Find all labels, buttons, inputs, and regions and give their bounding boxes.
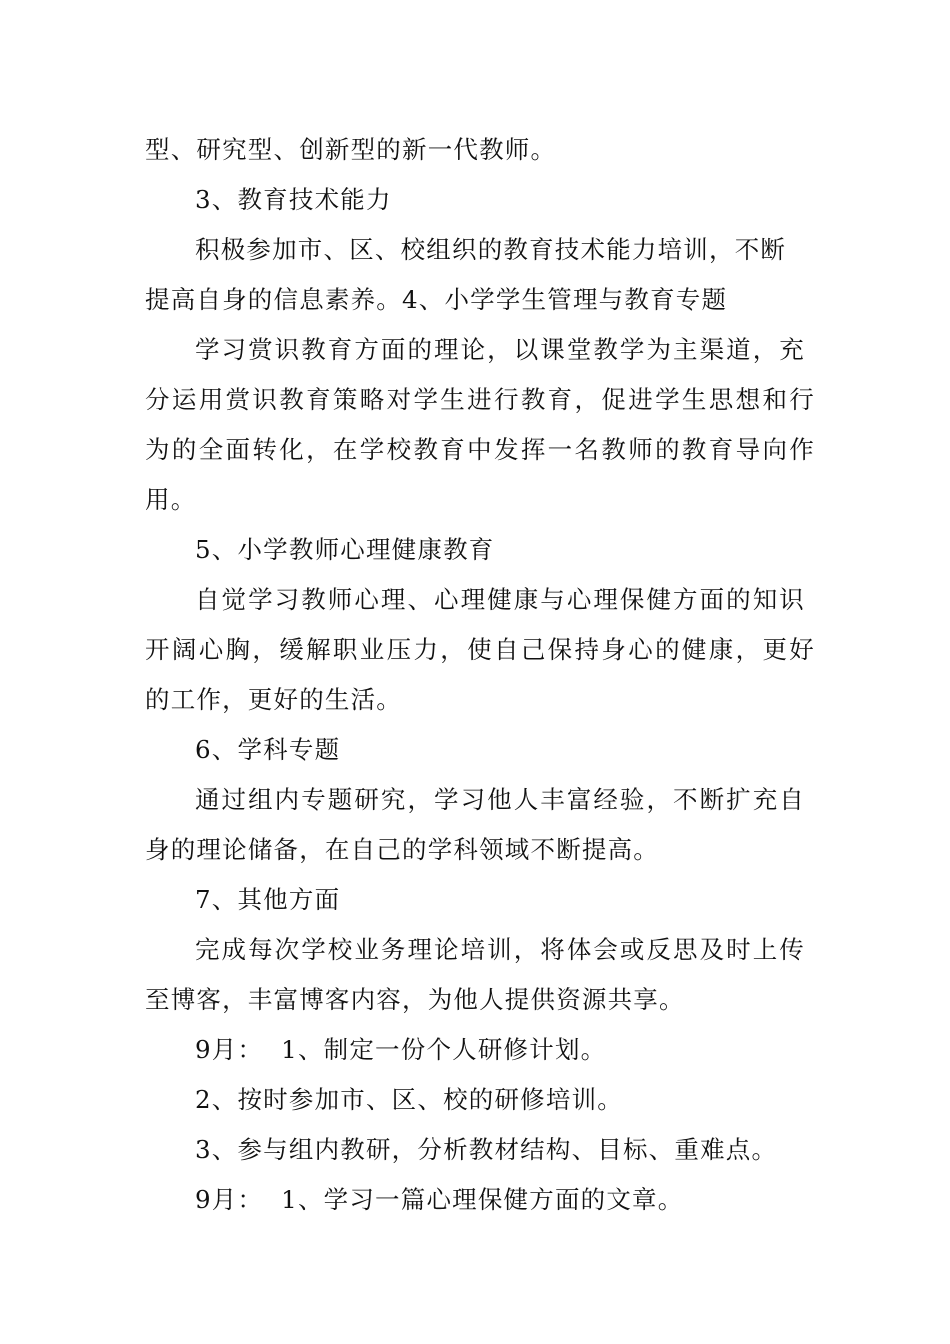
text-line: 身的理论储备，在自己的学科领域不断提高。 [145, 835, 659, 864]
text-line: 用。 [145, 485, 197, 514]
text-line: 学习赏识教育方面的理论，以课堂教学为主渠道，充 [195, 335, 805, 364]
text-line: 为的全面转化，在学校教育中发挥一名教师的教育导向作 [145, 435, 815, 464]
section-heading: 6、学科专题 [195, 735, 341, 764]
section-heading: 7、其他方面 [195, 885, 341, 914]
text-line: 提高自身的信息素养。4、小学学生管理与教育专题 [145, 285, 728, 314]
schedule-line: 9月： 1、学习一篇心理保健方面的文章。 [195, 1185, 684, 1214]
text-line: 通过组内专题研究，学习他人丰富经验，不断扩充自 [195, 785, 805, 814]
text-line: 至博客，丰富博客内容，为他人提供资源共享。 [145, 985, 685, 1014]
schedule-line: 9月： 1、制定一份个人研修计划。 [195, 1035, 607, 1064]
section-heading: 5、小学教师心理健康教育 [195, 535, 495, 564]
schedule-line: 3、参与组内教研，分析教材结构、目标、重难点。 [195, 1135, 778, 1164]
text-line: 积极参加市、区、校组织的教育技术能力培训，不断 [195, 235, 787, 264]
text-line: 自觉学习教师心理、心理健康与心理保健方面的知识 [195, 585, 805, 614]
schedule-line: 2、按时参加市、区、校的研修培训。 [195, 1085, 623, 1114]
text-line: 型、研究型、创新型的新一代教师。 [145, 135, 557, 164]
text-line: 开阔心胸，缓解职业压力，使自己保持身心的健康，更好 [145, 635, 815, 664]
section-heading: 3、教育技术能力 [195, 185, 392, 214]
text-line: 分运用赏识教育策略对学生进行教育，促进学生思想和行 [145, 385, 815, 414]
text-line: 完成每次学校业务理论培训，将体会或反思及时上传 [195, 935, 805, 964]
text-line: 的工作，更好的生活。 [145, 685, 402, 714]
